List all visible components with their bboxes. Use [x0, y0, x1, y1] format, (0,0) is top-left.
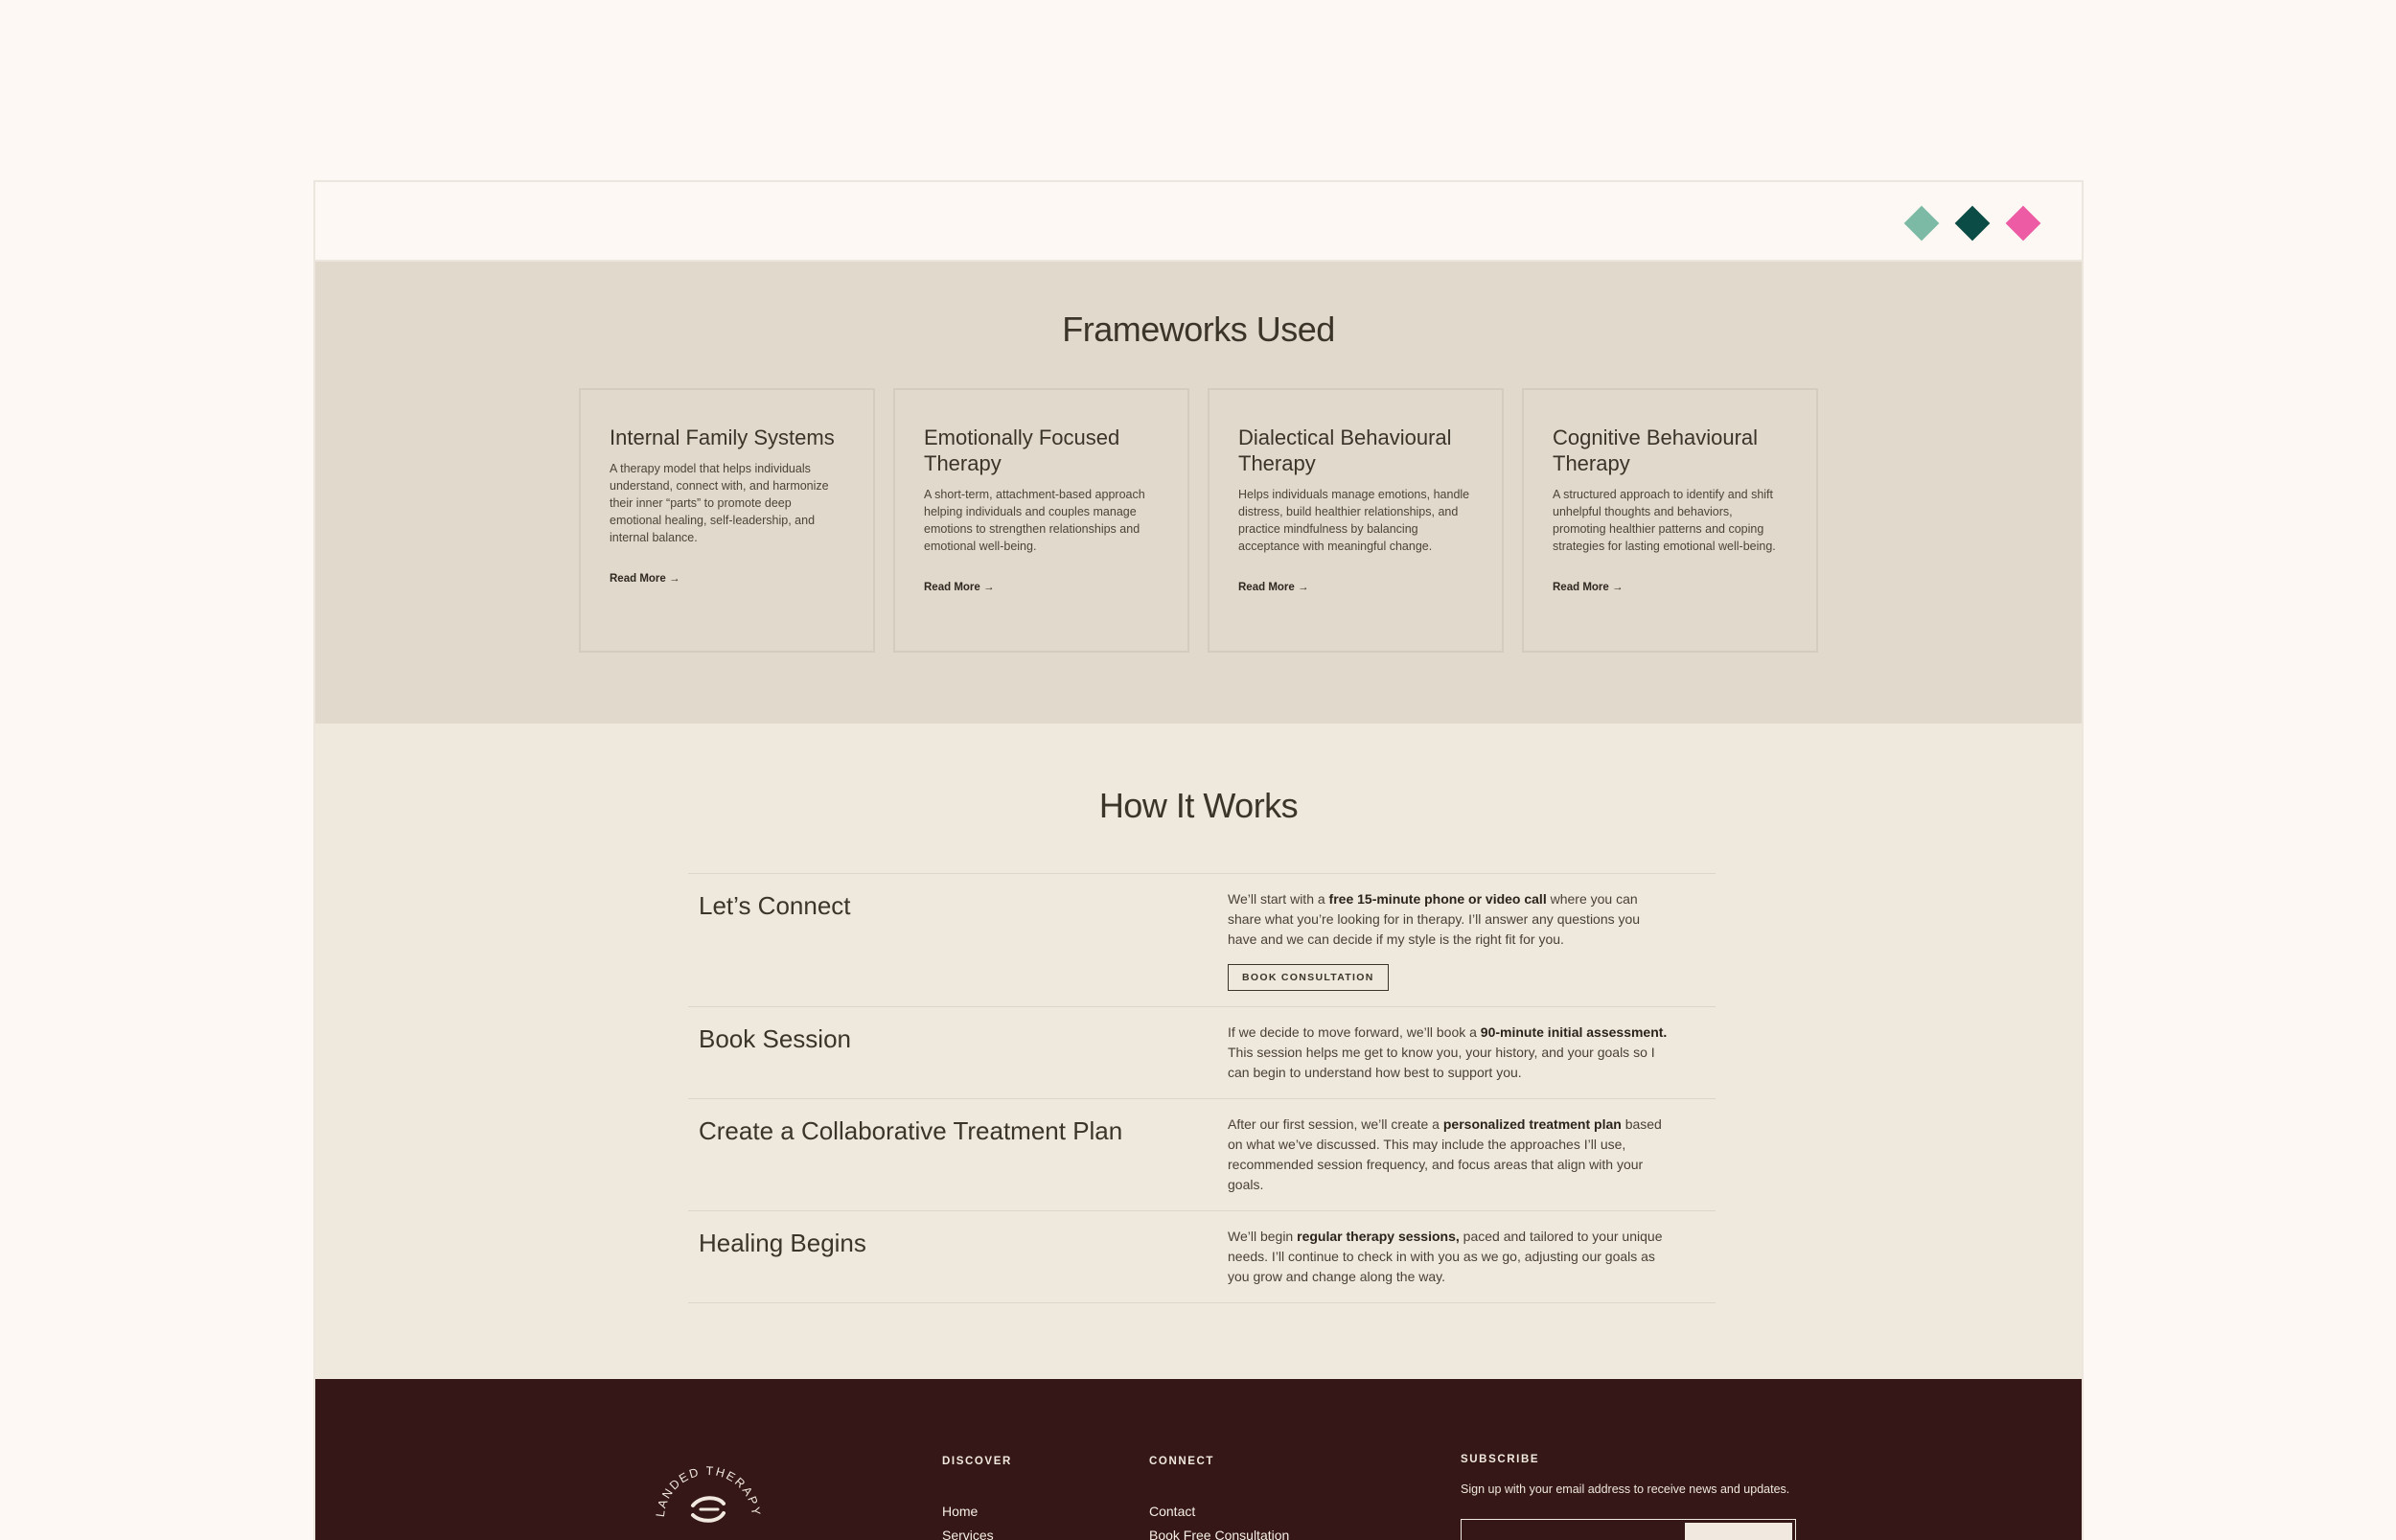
- frameworks-section: [315, 262, 2082, 724]
- step-description: [1228, 889, 1669, 991]
- card-description: A short-term, attachment-based approach helping individuals and couples manage emotions to strengthen relationships and emotional well-being.: [924, 488, 1145, 553]
- connect-heading: CONNECT: [1149, 1456, 1215, 1467]
- footer-link-contact[interactable]: Contact: [1149, 1504, 1196, 1519]
- card-description: A structured approach to identify and shift unhelpful thoughts and behaviors, promoting healthier patterns and coping strategies for lasting emotional well-being.: [1553, 488, 1776, 553]
- footer-connect: [1149, 1456, 1289, 1540]
- window-controls: [1905, 207, 2039, 240]
- card-title: Cognitive Behavioural Therapy: [1553, 425, 1759, 475]
- landed-therapy-logo[interactable]: [651, 1456, 766, 1532]
- step-text: We’ll start with a: [1228, 891, 1329, 907]
- step-title: Let’s Connect: [699, 891, 851, 920]
- step-title: Create a Collaborative Treatment Plan: [699, 1116, 1123, 1145]
- window-topbar: [315, 182, 2082, 262]
- framework-card-cbt: [1522, 388, 1818, 653]
- step-highlight: personalized treatment plan: [1442, 1116, 1622, 1132]
- read-more-link[interactable]: Read More →: [1238, 582, 1309, 593]
- card-title: Emotionally Focused Therapy: [924, 425, 1120, 475]
- step-healing-begins: [688, 1211, 1716, 1303]
- how-it-works-title: How It Works: [1098, 786, 1299, 825]
- step-description: [1228, 1115, 1669, 1195]
- step-description: [1228, 1023, 1669, 1083]
- email-input[interactable]: [1462, 1520, 1682, 1540]
- subscribe-form: [1461, 1519, 1796, 1540]
- subscribe-text: Sign up with your email address to receive news and updates.: [1461, 1483, 1790, 1496]
- subscribe-heading: SUBSCRIBE: [1461, 1454, 1540, 1465]
- how-it-works-section: [315, 724, 2082, 1379]
- read-more-link[interactable]: Read More →: [1553, 582, 1624, 593]
- card-description: Helps individuals manage emotions, handle distress, build healthier relationships, and practice mindfulness by balancing acceptance with meaningful change.: [1238, 488, 1470, 553]
- book-consultation-button[interactable]: BOOK CONSULTATION: [1228, 964, 1389, 991]
- card-title: Dialectical Behavioural Therapy: [1238, 425, 1452, 475]
- frameworks-cards: [579, 388, 1818, 653]
- dark-teal-diamond-icon: [1955, 206, 1991, 241]
- site-footer: [315, 1379, 2082, 1540]
- footer-discover: [942, 1456, 1012, 1540]
- step-text: This session helps me get to know you, your history, and your goals so I can begin to understand how best to support you.: [1228, 1045, 1655, 1080]
- footer-link-home[interactable]: Home: [942, 1504, 979, 1519]
- step-text: We’ll begin: [1228, 1229, 1298, 1244]
- step-title: Book Session: [699, 1024, 851, 1053]
- step-description: [1228, 1227, 1669, 1287]
- discover-heading: DISCOVER: [942, 1456, 1012, 1467]
- logo-text: LANDED THERAPY: [653, 1463, 764, 1518]
- step-text: where you can share what you’re looking for in therapy. I’ll answer any questions you have and we can decide if my style is the right fit for you.: [1228, 891, 1641, 947]
- card-title: Internal Family Systems: [610, 425, 835, 449]
- step-treatment-plan: [688, 1099, 1716, 1211]
- card-description: A therapy model that helps individuals understand, connect with, and harmonize their inner “parts” to promote deep emotional healing, self-leadership, and internal balance.: [610, 462, 829, 544]
- footer-subscribe: [1461, 1454, 1796, 1540]
- read-more-link[interactable]: Read More →: [924, 582, 995, 593]
- footer-link-book-consultation[interactable]: Book Free Consultation: [1149, 1528, 1290, 1540]
- step-text: paced and tailored to your unique needs. I’ll continue to check in with you as we go, adjusting our goals as you grow and change along the way.: [1228, 1229, 1663, 1284]
- pink-diamond-icon: [2006, 206, 2041, 241]
- step-book-session: [688, 1007, 1716, 1099]
- step-highlight: 90-minute initial assessment.: [1480, 1024, 1668, 1040]
- framework-card-dbt: [1208, 388, 1504, 653]
- steps-list: [688, 873, 1716, 1303]
- step-text: After our first session, we’ll create a: [1228, 1116, 1443, 1132]
- step-title: Healing Begins: [699, 1229, 866, 1257]
- read-more-link[interactable]: Read More →: [610, 573, 680, 585]
- framework-card-eft: [893, 388, 1189, 653]
- framework-card-ifs: [579, 388, 875, 653]
- browser-window: [313, 180, 2084, 1540]
- frameworks-title: Frameworks Used: [1062, 310, 1335, 349]
- step-text: If we decide to move forward, we’ll book a: [1228, 1024, 1481, 1040]
- step-highlight: free 15-minute phone or video call: [1328, 891, 1547, 907]
- step-lets-connect: [688, 874, 1716, 1007]
- step-text: based on what we’ve discussed. This may include the approaches I’ll use, recommended session frequency, and focus areas that align with your goals.: [1228, 1116, 1662, 1192]
- footer-link-services[interactable]: Services: [942, 1528, 994, 1540]
- teal-diamond-icon: [1904, 206, 1940, 241]
- step-highlight: regular therapy sessions,: [1297, 1229, 1460, 1244]
- subscribe-button[interactable]: [1685, 1523, 1792, 1540]
